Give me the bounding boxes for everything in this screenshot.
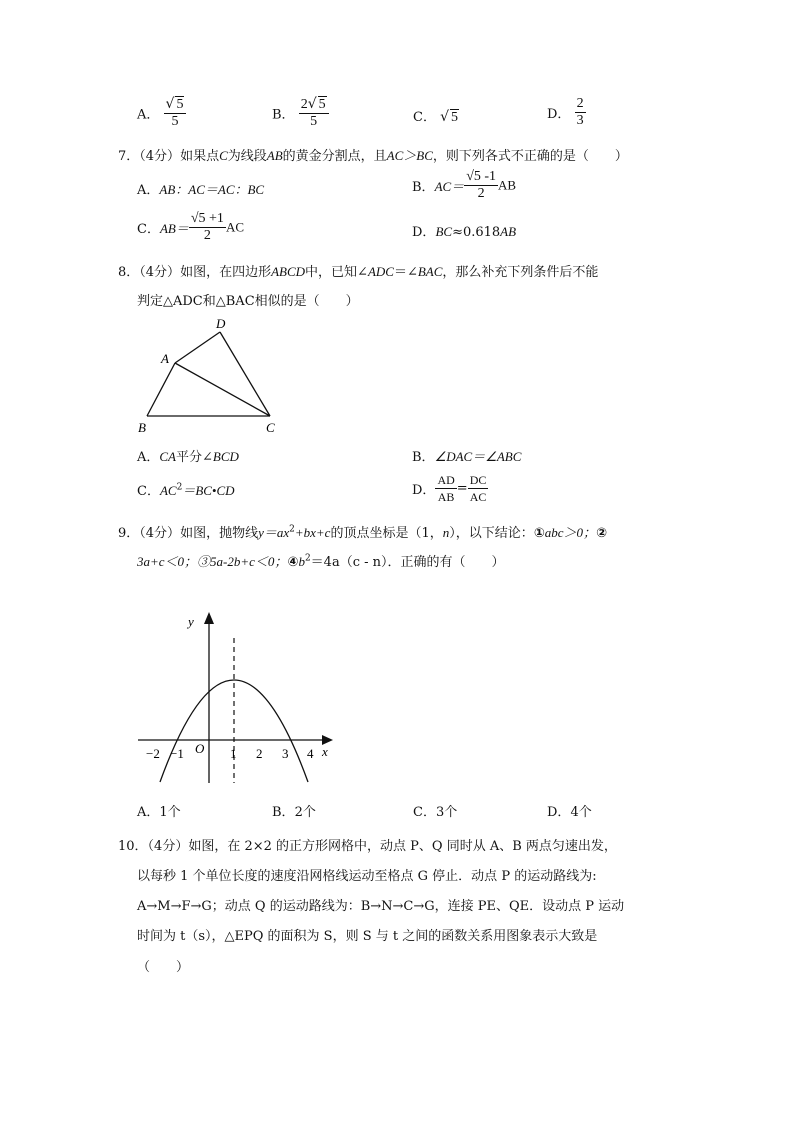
q6-option-c[interactable]: C． √ 5 bbox=[413, 109, 459, 125]
tick-label: 1 bbox=[230, 746, 237, 761]
q10-stem-line4: 时间为 t（s），△EPQ 的面积为 S，则 S 与 t 之间的函数关系用图象表示大致是 bbox=[137, 929, 598, 944]
segment-dc bbox=[220, 332, 270, 416]
q8-option-a[interactable]: A．CA平分∠BCD bbox=[137, 449, 239, 465]
q9-option-b[interactable]: B．2个 bbox=[272, 805, 316, 820]
label-c: C bbox=[266, 420, 275, 435]
y-axis-arrow-icon bbox=[204, 612, 214, 624]
q8-option-d[interactable]: D． $\frac{AD}{AB}$ = $\frac{DC}{AC}$ bbox=[412, 473, 487, 504]
q10-stem-line5[interactable]: （ ） bbox=[137, 960, 190, 975]
fraction: $\frac{DC}{AC}$ bbox=[469, 473, 487, 504]
tick-label: 2 bbox=[256, 746, 263, 761]
q7-option-c[interactable]: C．AB＝ $\frac{√5 +1}{2}$ AC bbox=[137, 211, 244, 243]
q8-stem-line1: 8．（4分）如图，在四边形ABCD中，已知∠ADC＝∠BAC，那么补充下列条件后不能 bbox=[118, 264, 599, 280]
x-axis-label: x bbox=[322, 744, 328, 759]
q8-stem-line2: 判定△ADC和△BAC相似的是（ ） bbox=[137, 294, 359, 309]
q7-option-b[interactable]: B．AC＝ $\frac{√5 -1}{2}$ AB bbox=[412, 169, 517, 201]
tick-label: −1 bbox=[170, 746, 184, 761]
q7-stem: 7．（4分）如果点C为线段AB的黄金分割点，且AC＞BC，则下列各式不正确的是（ ） bbox=[118, 148, 628, 164]
fraction: $\frac{√ 5}{5}$ bbox=[164, 96, 187, 130]
q9-option-c[interactable]: C．3个 bbox=[413, 805, 458, 820]
q7-option-a[interactable]: A．AB：AC＝AC：BC bbox=[137, 182, 265, 198]
fraction: $\frac{√5 -1}{2}$ bbox=[466, 169, 497, 201]
tick-label: 4 bbox=[307, 746, 314, 761]
q7-option-d[interactable]: D．BC≈0.618AB bbox=[412, 224, 517, 240]
q6-option-b[interactable]: B． $\frac{2√ 5}{5}$ bbox=[272, 96, 329, 130]
label-d: D bbox=[216, 316, 226, 331]
q10-stem-line3: A→M→F→G；动点 Q 的运动路线为：B→N→C→G，连接 PE、QE．设动点 P 运动 bbox=[137, 899, 625, 914]
q10-stem-line2: 以每秒 1 个单位长度的速度沿网格线运动至格点 G 停止．动点 P 的运动路线为: bbox=[137, 869, 597, 884]
label-b: B bbox=[138, 420, 146, 435]
tick-label: −2 bbox=[146, 746, 160, 761]
q8-option-c[interactable]: C．$AC^2=BC•CD$ bbox=[137, 482, 235, 499]
q9-stem-line1: 9．（4分）如图，抛物线$y=ax^2+bx+c$的顶点坐标是（1，n），以下结论：①abc＞0；② bbox=[118, 524, 608, 541]
segment-ad bbox=[175, 332, 220, 363]
q9-option-d[interactable]: D．4个 bbox=[547, 805, 592, 820]
q6-option-a[interactable]: A． $\frac{√ 5}{5}$ bbox=[137, 96, 186, 130]
q6-option-d[interactable]: D． $\frac{2}{3}$ bbox=[547, 96, 584, 128]
segment-ba bbox=[147, 363, 175, 416]
origin-label: O bbox=[195, 741, 205, 756]
tick-label: 3 bbox=[282, 746, 289, 761]
q9-parabola-graph bbox=[130, 608, 350, 788]
q9-option-a[interactable]: A．1个 bbox=[137, 805, 181, 820]
fraction: $\frac{√5 +1}{2}$ bbox=[190, 211, 224, 243]
label-a: A bbox=[161, 351, 169, 366]
segment-ac bbox=[175, 363, 270, 416]
y-axis-label: y bbox=[188, 614, 194, 629]
fraction: $\frac{2}{3}$ bbox=[576, 96, 584, 128]
fraction: $\frac{2√ 5}{5}$ bbox=[299, 96, 329, 130]
q8-quadrilateral-figure bbox=[130, 315, 290, 440]
q8-option-b[interactable]: B．∠DAC＝∠ABC bbox=[412, 449, 522, 465]
q10-stem-line1: 10．（4分）如图，在 2×2 的正方形网格中，动点 P、Q 同时从 A、B 两点匀速出发， bbox=[118, 839, 617, 854]
fraction: $\frac{AD}{AB}$ bbox=[437, 473, 455, 504]
q9-stem-line2: 3a+c＜0；③5a-2b+c＜0；$④b^2=4a(c - n)$．正确的有（ ） bbox=[137, 553, 505, 570]
